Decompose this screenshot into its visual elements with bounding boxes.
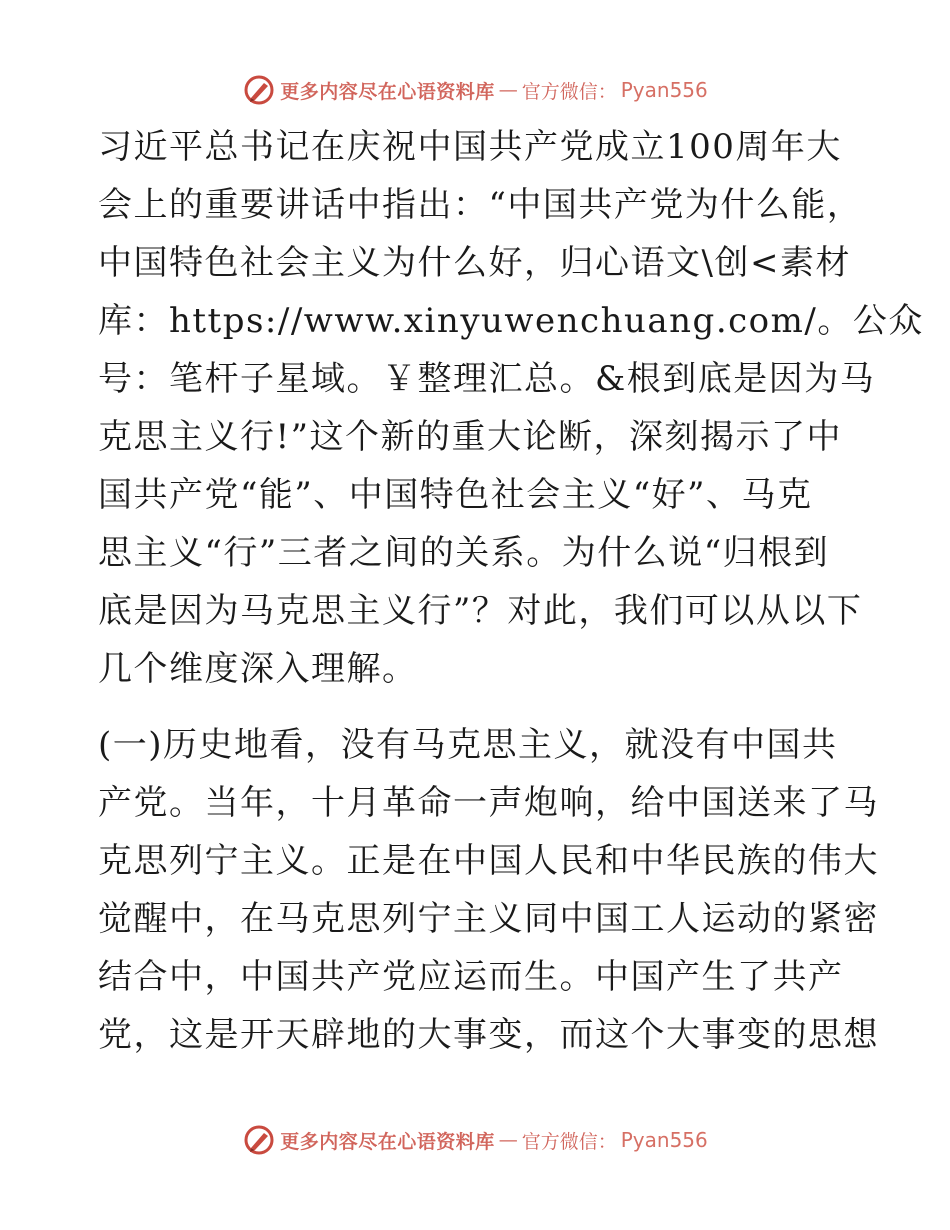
text-line: 思主义“行”三者之间的关系。为什么说“归根到 — [98, 533, 830, 573]
text-line: 习近平总书记在庆祝中国共产党成立100周年大 — [98, 127, 842, 167]
paragraph-section-one — [98, 716, 879, 1064]
text-line: 党，这是开天辟地的大事变，而这个大事变的思想 — [98, 1015, 879, 1055]
footer-watermark — [0, 1120, 950, 1160]
watermark-wechat-label: 官方微信： — [521, 1130, 617, 1153]
text-line: 库：https://www.xinyuwenchuang.com/。公众 — [98, 301, 924, 341]
text-line: (一)历史地看，没有马克思主义，就没有中国共 — [98, 725, 838, 765]
pen-logo-icon — [242, 73, 276, 107]
header-watermark — [0, 70, 950, 110]
document-body — [98, 118, 924, 1082]
watermark-main-text: 更多内容尽在心语资料库 — [280, 80, 495, 103]
watermark-wechat-id: Pyan556 — [620, 78, 708, 102]
paragraph-intro — [98, 118, 924, 698]
text-line: 克思主义行!”这个新的重大论断，深刻揭示了中 — [98, 417, 843, 457]
watermark-wechat-id: Pyan556 — [620, 1128, 708, 1152]
text-line: 结合中，中国共产党应运而生。中国产生了共产 — [98, 957, 844, 997]
text-line: 中国特色社会主义为什么好，归心语文\创<素材 — [98, 243, 851, 283]
pen-logo-icon — [242, 1123, 276, 1157]
watermark-main-text: 更多内容尽在心语资料库 — [280, 1130, 495, 1153]
watermark-separator: — — [498, 1129, 518, 1151]
text-line: 产党。当年，十月革命一声炮响，给中国送来了马 — [98, 783, 879, 823]
text-line: 会上的重要讲话中指出：“中国共产党为什么能， — [98, 185, 863, 225]
watermark-wechat-label: 官方微信： — [521, 80, 617, 103]
text-line: 号：笔杆子星域。￥整理汇总。&根到底是因为马 — [98, 359, 876, 399]
text-line: 几个维度深入理解。 — [98, 649, 418, 689]
text-line: 觉醒中，在马克思列宁主义同中国工人运动的紧密 — [98, 899, 879, 939]
text-line: 克思列宁主义。正是在中国人民和中华民族的伟大 — [98, 841, 879, 881]
watermark-separator: — — [498, 79, 518, 101]
text-line: 底是因为马克思主义行”？对此，我们可以从以下 — [98, 591, 863, 631]
text-line: 国共产党“能”、中国特色社会主义“好”、马克 — [98, 475, 813, 515]
